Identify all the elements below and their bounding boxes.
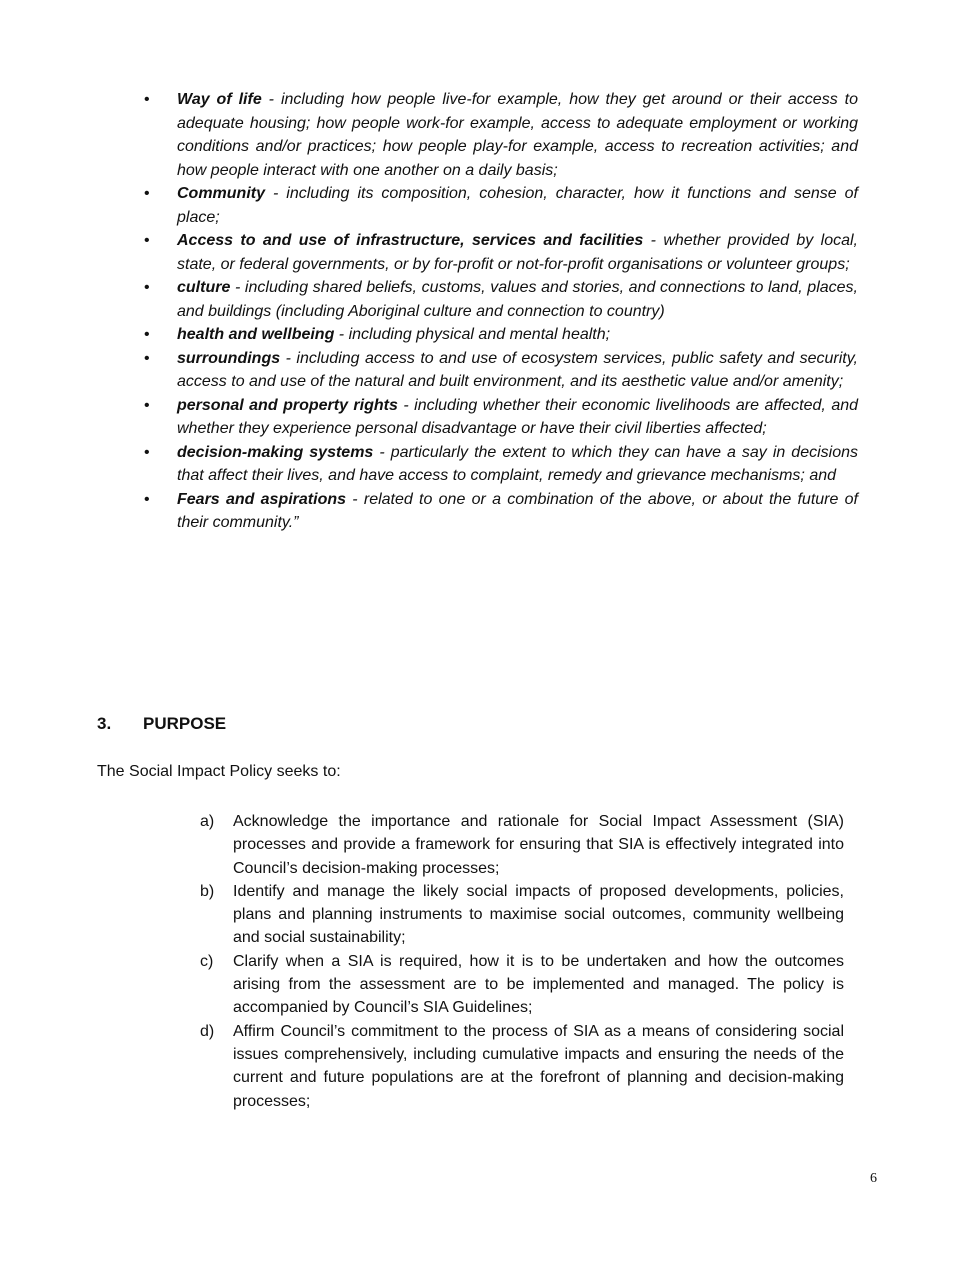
list-item — [140, 394, 858, 441]
list-item — [140, 88, 858, 182]
bullet-icon: • — [144, 185, 150, 202]
page-number: 6 — [870, 1171, 877, 1186]
bullet-text: - related to one or a combination of the above, or about the future of their community.” — [177, 490, 859, 531]
list-item — [196, 1020, 844, 1113]
list-item — [140, 488, 858, 535]
bullet-term: Way of life — [177, 91, 262, 108]
bullet-term: Community — [177, 185, 265, 202]
bullet-term: Fears and aspirations — [177, 490, 347, 508]
list-item — [140, 276, 858, 323]
bullet-icon: • — [144, 232, 150, 249]
item-letter: b) — [200, 882, 215, 900]
bullet-text: - particularly the extent to which they can have a say in decisions that affect their lives, and have access to complaint, remedy and grievance mechanisms; and — [177, 443, 858, 484]
bullet-term: Access to and use of infrastructure, services and facilities — [177, 232, 644, 249]
bullet-term: health and wellbeing — [177, 326, 335, 343]
item-letter: c) — [200, 952, 214, 970]
item-text: Clarify when a SIA is required, how it is to be undertaken and how the outcomes arising from the assessment are to be implemented and managed. The policy is accompanied by Council’s SIA Guidelines; — [233, 952, 844, 1017]
bullet-icon: • — [144, 443, 150, 461]
section-number: 3. — [97, 714, 112, 733]
item-text: Acknowledge the importance and rationale for Social Impact Assessment (SIA) processes and provide a framework for ensuring that SIA is effectively integrated into Council’s decision-making processes; — [233, 813, 844, 877]
bullet-term: decision-making systems — [177, 443, 374, 461]
list-item — [140, 182, 858, 229]
list-item — [196, 950, 844, 1020]
bullet-text: - including access to and use of ecosystem services, public safety and security, access to and use of the natural and built environment, and its aesthetic value and/or amenity; — [177, 349, 858, 390]
purpose-list — [196, 810, 844, 1113]
list-item — [140, 347, 858, 394]
item-letter: a) — [200, 813, 215, 830]
bullet-term: surroundings — [177, 349, 281, 367]
section-intro: The Social Impact Policy seeks to: — [97, 763, 341, 780]
bullet-text: - whether provided by local, state, or federal governments, or by for-profit or not-for-profit organisations or volunteer groups; — [177, 232, 858, 273]
item-letter: d) — [200, 1022, 215, 1040]
section-title: PURPOSE — [143, 714, 227, 733]
list-item — [140, 229, 858, 276]
impact-bullet-list — [140, 88, 858, 535]
bullet-icon: • — [144, 279, 150, 296]
bullet-icon: • — [144, 91, 150, 108]
bullet-icon: • — [144, 490, 150, 508]
bullet-text: - including physical and mental health; — [334, 326, 611, 343]
bullet-text: - including how people live-for example, how they get around or their access to adequate housing; how people work-for example, access to adequate employment or working conditions and/or practices; how people play-for example, access to recreation activities; and how people interact with one another on a daily basis; — [177, 91, 858, 179]
bullet-icon: • — [144, 396, 150, 414]
bullet-icon: • — [144, 326, 150, 343]
bullet-icon: • — [144, 349, 150, 367]
list-item — [140, 323, 858, 347]
bullet-text: - including whether their economic livelihoods are affected, and whether they experience personal disadvantage or have their civil liberties affected; — [177, 396, 859, 437]
section-heading — [97, 714, 226, 734]
list-item — [196, 810, 844, 880]
bullet-term: culture — [177, 279, 231, 296]
bullet-term: personal and property rights — [177, 396, 398, 414]
item-text: Identify and manage the likely social impacts of proposed developments, policies, plans and planning instruments to maximise social outcomes, community wellbeing and social sustainability; — [233, 882, 844, 947]
bullet-text: - including its composition, cohesion, character, how it functions and sense of place; — [177, 185, 858, 226]
list-item — [140, 441, 858, 488]
list-item — [196, 880, 844, 950]
item-text: Affirm Council’s commitment to the process of SIA as a means of considering social issues comprehensively, including cumulative impacts and ensuring the needs of the current and future populations are at the forefront of planning and decision-making processes; — [233, 1022, 844, 1110]
bullet-text: - including shared beliefs, customs, values and stories, and connections to land, places, and buildings (including Aboriginal culture and connection to country) — [177, 279, 858, 320]
